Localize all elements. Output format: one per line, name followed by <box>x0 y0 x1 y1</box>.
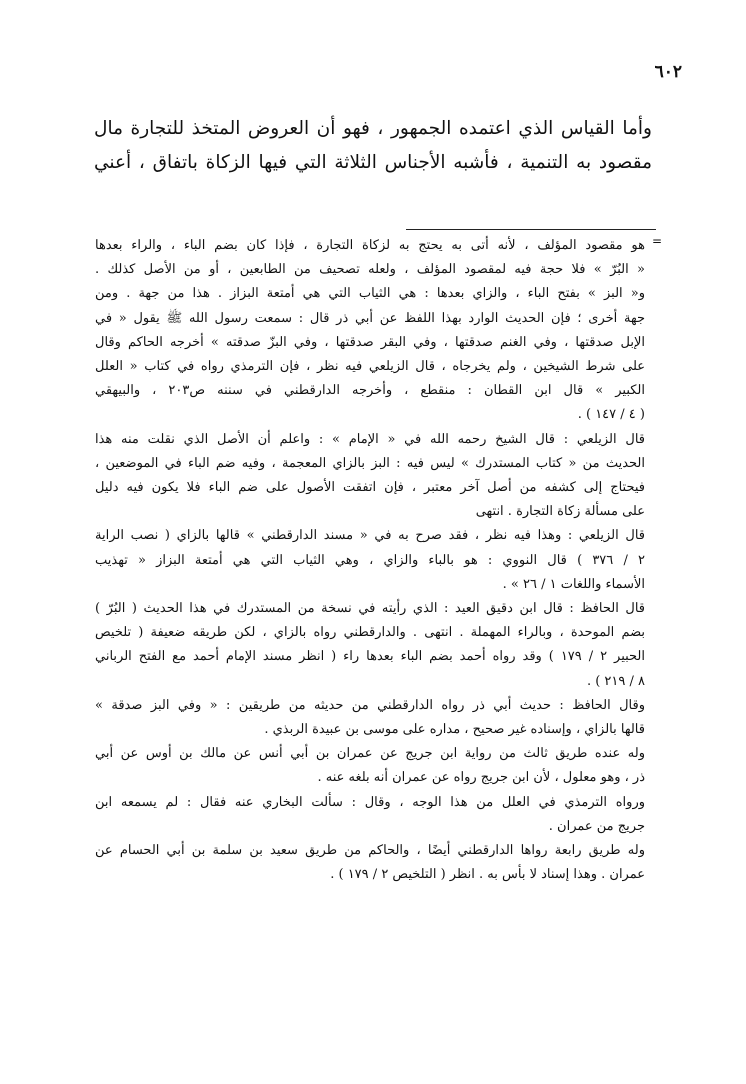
footnote-line: الحديث من « كتاب المستدرك » ليس فيه : البز بالزاي المعجمة ، وفيه ضم الباء في الموضعين ، <box>95 455 645 471</box>
footnote-line: ذر ، وهو معلول ، لأن ابن جريج رواه عن عمران أنه بلغه عنه . <box>317 770 645 786</box>
footnote-line: قال الزيلعي : وهذا فيه نظر ، فقد صرح به في « مسند الدارقطني » قالها بالزاي ( نصب الراية <box>95 528 645 544</box>
footnote-line: على مسألة زكاة التجارة . انتهى <box>475 504 645 520</box>
footnote-line: قالها بالزاي ، وإسناده غير صحيح ، مداره على موسى بن عبيدة الربذي . <box>264 722 645 738</box>
footnote-line: « البُرّ » فلا حجة فيه لمقصود المؤلف ، ولعله تصحيف من الطابعين ، أو من الأصل كذلك . <box>95 262 645 278</box>
footnote-line: على شرط الشيخين ، ولم يخرجاه ، قال الزيلعي فيه نظر ، فإن الترمذي رواه في كتاب « العلل <box>95 359 645 375</box>
footnote-line: جريج من عمران . <box>548 818 645 834</box>
footnotes <box>95 234 645 887</box>
footnote-line: الحبير ٢ / ١٧٩ ) وقد رواه أحمد بضم الباء بعدها راء ( انظر مسند الإمام أحمد مع الفتح الرباني <box>95 649 645 665</box>
footnote-line: جهة أخرى ؛ فإن الحديث الوارد بهذا اللفظ عن أبي ذر قال : سمعت رسول الله ﷺ يقول « في <box>95 310 645 326</box>
footnote-separator <box>406 229 656 230</box>
footnote-line: الأسماء واللغات ١ / ٢٦ » . <box>502 576 645 592</box>
footnote-line: هو مقصود المؤلف ، لأنه أتى به يحتج به لزكاة التجارة ، فإذا كان بضم الباء ، والراء بعدها <box>95 238 645 253</box>
footnote-line: ( ٤ / ١٤٧ ) . <box>577 407 645 423</box>
footnote-line: ٨ / ٢١٩ ) . <box>586 673 645 689</box>
page-number: ٦٠٢ <box>654 62 682 82</box>
footnote-continuation-marker: = <box>651 234 662 248</box>
footnote-line: قال الحافظ : قال ابن دقيق العيد : الذي رأيته في نسخة من المستدرك في هذا الحديث ( البُرّ ) <box>95 601 645 617</box>
footnote-line: ورواه الترمذي في العلل من هذا الوجه ، وقال : سألت البخاري عنه فقال : لم يسمعه ابن <box>95 794 645 810</box>
footnote-line: قال الزيلعي : قال الشيخ رحمه الله في « الإمام » : واعلم أن الأصل الذي نقلت منه هذا <box>95 431 645 447</box>
main-text-line: وأما القياس الذي اعتمده الجمهور ، فهو أن العروض المتخذ للتجارة مال <box>94 118 652 139</box>
footnote-line: الكبير » قال ابن القطان : منقطع ، وأخرجه الدارقطني في سننه ص٢٠٣ ، والبيهقي <box>95 383 645 399</box>
footnote-line: وله عنده طريق ثالث من رواية ابن جريج عن عمران بن أبي أنس عن مالك بن أوس عن أبي <box>95 746 645 762</box>
footnote-line: بضم الموحدة ، وبالراء المهملة . انتهى . والدارقطني رواه بالزاي ، لكن طريقه ضعيفة ( تلخيص <box>95 625 645 641</box>
footnote-line: و« البز » بفتح الباء ، والزاي بعدها : هي الثياب التي هي أمتعة البزاز . هذا من جهة . ومن <box>95 286 645 302</box>
footnote-line: الإبل صدقتها ، وفي الغنم صدقتها ، وفي البقر صدقتها ، وفي البزّ صدقته » أخرجه الحاكم وقال <box>95 334 645 350</box>
footnote-line: ٢ / ٣٧٦ ) قال النووي : هو بالباء والزاي ، وهي الثياب التي هي أمتعة البزاز « تهذيب <box>95 552 645 568</box>
footnote-line: وقال الحافظ : حديث أبي ذر رواه الدارقطني من حديثه من طريقين : « وفي البز صدقة » <box>95 697 645 713</box>
main-text-line: مقصود به التنمية ، فأشبه الأجناس الثلاثة التي فيها الزكاة باتفاق ، أعني <box>94 152 652 173</box>
footnote-line: عمران . وهذا إسناد لا بأس به . انظر ( التلخيص ٢ / ١٧٩ ) . <box>330 867 645 883</box>
footnote-line: وله طريق رابعة رواها الدارقطني أيضًا ، والحاكم من طريق سعيد بن سلمة بن أبي الحسام عن <box>95 843 645 859</box>
main-text <box>94 112 652 180</box>
footnote-line: فيحتاج إلى كشفه من أصل آخر معتبر ، فإن اتفقت الأصول على ضم الباء فلا يكون فيه دليل <box>95 480 645 496</box>
